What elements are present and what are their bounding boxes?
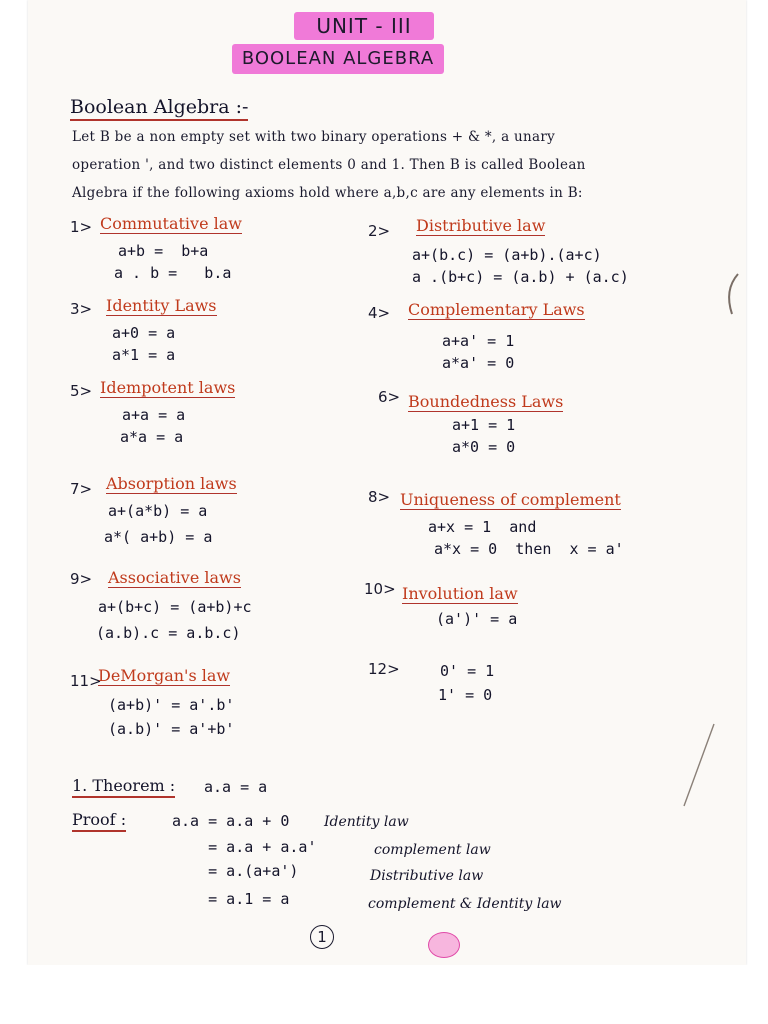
margin-stroke-icon <box>678 720 718 810</box>
proof-step-expr: = a.(a+a') <box>172 862 299 880</box>
proof-step-reason: complement & Identity law <box>368 896 562 912</box>
law-eq: (a')' = a <box>436 610 518 628</box>
proof-step-reason: complement law <box>374 842 491 858</box>
law-title-complementary: Complementary Laws <box>408 300 585 319</box>
law-number: 7> <box>70 480 93 498</box>
unit-title: UNIT - III <box>294 12 434 40</box>
proof-step-expr: = a.a + a.a' <box>172 838 317 856</box>
law-title-distributive: Distributive law <box>416 216 546 235</box>
law-number: 8> <box>368 488 391 506</box>
law-number: 6> <box>378 388 401 406</box>
law-eq: a*x = 0 then x = a' <box>434 540 624 558</box>
law-number: 9> <box>70 570 93 588</box>
law-title-uniqueness: Uniqueness of complement <box>400 490 621 509</box>
theorem-statement: a.a = a <box>204 778 268 796</box>
law-title-idempotent: Idempotent laws <box>100 378 236 397</box>
page-number: 1 <box>310 925 334 949</box>
law-eq: a*( a+b) = a <box>104 528 213 546</box>
proof-step-expr: a.a = a.a + 0 <box>172 812 290 830</box>
law-eq: a+0 = a <box>112 324 176 342</box>
law-eq: a+(a*b) = a <box>108 502 208 520</box>
law-eq: (a.b).c = a.b.c) <box>96 624 241 642</box>
definition-line-2: operation ', and two distinct elements 0 and 1. Then B is called Boolean <box>72 157 586 173</box>
law-number: 3> <box>70 300 93 318</box>
law-eq: a*a' = 0 <box>442 354 515 372</box>
law-number: 2> <box>368 222 391 240</box>
law-title-demorgan: DeMorgan's law <box>98 666 231 685</box>
law-eq: (a+b)' = a'.b' <box>108 696 235 714</box>
law-number: 4> <box>368 304 391 322</box>
law-eq: a+x = 1 and <box>428 518 537 536</box>
law-eq: a .(b+c) = (a.b) + (a.c) <box>412 268 629 286</box>
margin-mark-icon <box>718 270 744 320</box>
law-eq: a+(b+c) = (a+b)+c <box>98 598 252 616</box>
law-eq: a+a' = 1 <box>442 332 515 350</box>
notebook-page <box>28 0 746 965</box>
law-title-commutative: Commutative law <box>100 214 242 233</box>
law-eq: a*a = a <box>120 428 184 446</box>
law-title-involution: Involution law <box>402 584 518 603</box>
proof-label: Proof : <box>72 810 126 832</box>
law-eq: a+1 = 1 <box>452 416 516 434</box>
law-eq: a+(b.c) = (a+b).(a+c) <box>412 246 602 264</box>
law-eq: a+b = b+a <box>118 242 209 260</box>
law-eq: 1' = 0 <box>438 686 493 704</box>
law-number: 12> <box>368 660 400 678</box>
law-title-associative: Associative laws <box>108 568 241 587</box>
law-eq: a*0 = 0 <box>452 438 516 456</box>
theorem-label: 1. Theorem : <box>72 776 175 798</box>
law-eq: 0' = 1 <box>440 662 495 680</box>
law-title-boundedness: Boundedness Laws <box>408 392 564 411</box>
definition-line-3: Algebra if the following axioms hold where a,b,c are any elements in B: <box>72 185 583 201</box>
law-number: 1> <box>70 218 93 236</box>
law-eq: (a.b)' = a'+b' <box>108 720 235 738</box>
law-number: 10> <box>364 580 396 598</box>
definition-line-1: Let B be a non empty set with two binary operations + & *, a unary <box>72 129 556 145</box>
law-title-absorption: Absorption laws <box>106 474 237 493</box>
proof-step-expr: = a.1 = a <box>172 890 290 908</box>
law-number: 5> <box>70 382 93 400</box>
proof-step-reason: Distributive law <box>370 868 484 884</box>
below-page-area <box>0 965 768 1024</box>
law-eq: a . b = b.a <box>114 264 232 282</box>
law-eq: a*1 = a <box>112 346 176 364</box>
law-number: 11> <box>70 672 102 690</box>
topic-title: BOOLEAN ALGEBRA <box>232 44 444 74</box>
proof-step-reason: Identity law <box>324 814 409 830</box>
logo-stamp-icon <box>428 932 460 958</box>
section-heading: Boolean Algebra :- <box>70 96 248 121</box>
law-title-identity: Identity Laws <box>106 296 217 315</box>
law-eq: a+a = a <box>122 406 186 424</box>
